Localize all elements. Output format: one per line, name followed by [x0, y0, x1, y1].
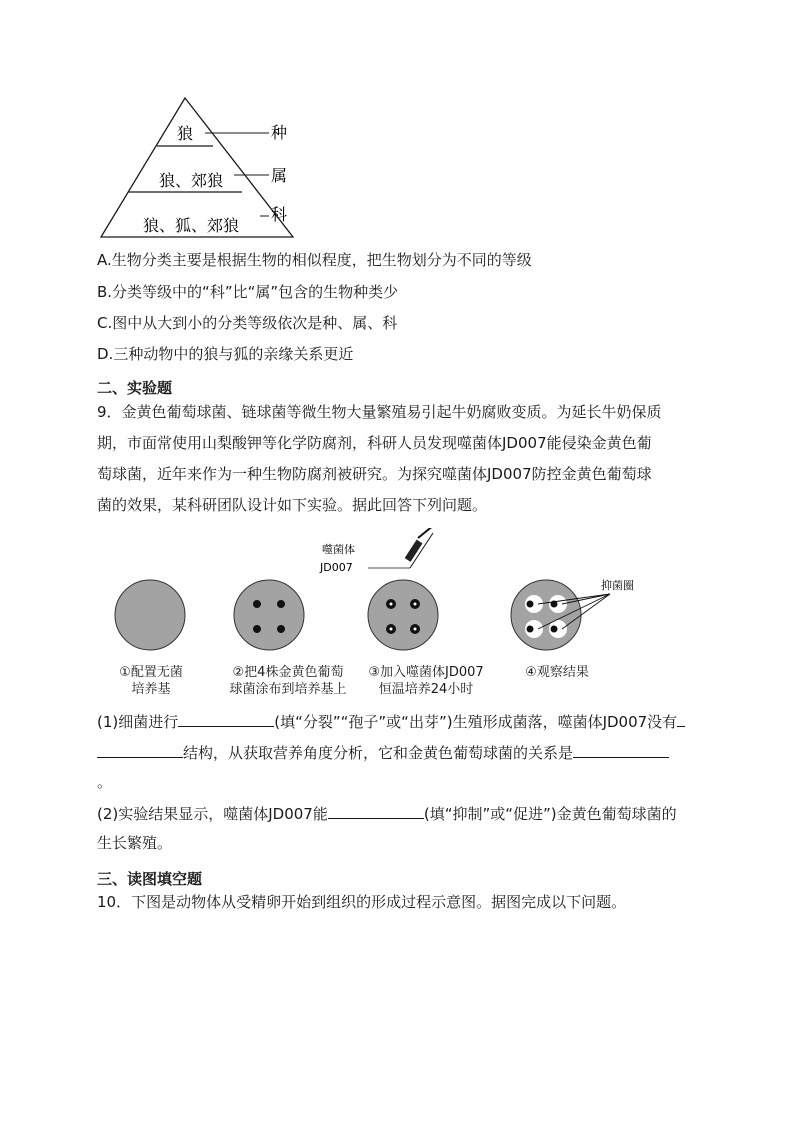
phage-colony-dot [414, 603, 417, 606]
step-1-line-1: ①配置无菌 [119, 665, 183, 680]
q9-sub1-line-1 [97, 710, 685, 732]
step-2-line-1: ②把4株金黄色葡萄 [232, 665, 344, 680]
answer-blank-4[interactable] [328, 802, 424, 819]
step-2-caption [218, 664, 358, 698]
q9-sub1-end: 。 [97, 773, 113, 791]
phage-label-1: 噬菌体 [322, 543, 355, 556]
step-4-caption [512, 664, 602, 681]
answer-blank-1[interactable] [178, 710, 274, 727]
answer-blank-2-start[interactable] [677, 710, 685, 727]
q9-line-2: 期，市面常使用山梨酸钾等化学防腐剂，科研人员发现噬菌体JD007能侵染金黄色葡 [97, 434, 652, 452]
step-1-caption [106, 664, 196, 698]
q9-line-1: 9．金黄色葡萄球菌、链球菌等微生物大量繁殖易引起牛奶腐败变质。为延长牛奶保质 [97, 403, 662, 421]
colony-dot [551, 626, 558, 633]
phage-colony-dot [414, 628, 417, 631]
step-1-line-2: 培养基 [131, 682, 171, 697]
colony-dot [527, 601, 534, 608]
step-3-line-2: 恒温培养24小时 [378, 682, 474, 697]
q9-sub2-line-2: 生长繁殖。 [97, 834, 173, 852]
phage-colony-dot [390, 603, 393, 606]
colony-dot [277, 600, 285, 608]
q9-sub1-text-c: 结构，从获取营养角度分析，它和金黄色葡萄球菌的关系是 [183, 744, 574, 762]
q9-sub1-text-a: (1)细菌进行 [97, 713, 179, 731]
section-heading-experiment: 二、实验题 [97, 379, 173, 397]
q9-line-4: 菌的效果，某科研团队设计如下实验。据此回答下列问题。 [97, 496, 488, 514]
option-a: A.生物分类主要是根据生物的相似程度，把生物划分为不同的等级 [97, 251, 532, 269]
plate-with-colonies [234, 580, 304, 650]
rank-label-genus: 属 [271, 166, 288, 185]
plate-empty [115, 580, 185, 650]
rank-label-family: 科 [271, 205, 288, 224]
colony-dot [277, 625, 285, 633]
answer-blank-3[interactable] [573, 741, 669, 758]
option-b: B.分类等级中的“科”比“属”包含的生物种类少 [97, 283, 399, 301]
plate-with-phage [368, 580, 438, 650]
option-c: C.图中从大到小的分类等级依次是种、属、科 [97, 314, 398, 332]
section-heading-diagram: 三、读图填空题 [97, 870, 203, 888]
classification-pyramid-diagram [95, 92, 305, 242]
pyramid-level-3: 狼、狐、郊狼 [142, 216, 240, 235]
phage-colony-dot [390, 628, 393, 631]
q10-text: 10．下图是动物体从受精卵开始到组织的形成过程示意图。据图完成以下问题。 [97, 893, 627, 911]
answer-blank-2[interactable] [97, 741, 183, 758]
q9-sub1-text-b: (填“分裂”“孢子”或“出芽”)生殖形成菌落，噬菌体JD007没有 [274, 713, 678, 731]
q9-sub2-text-a: (2)实验结果显示，噬菌体JD007能 [97, 805, 328, 823]
step-3-line-1: ③加入噬菌体JD007 [368, 665, 484, 680]
q9-line-3: 萄球菌，近年来作为一种生物防腐剂被研究。为探究噬菌体JD007防控金黄色葡萄球 [97, 465, 652, 483]
phage-label-2: JD007 [320, 561, 353, 574]
q9-sub2-text-b: (填“抑制”或“促进”)金黄色葡萄球菌的 [423, 805, 677, 823]
q9-sub2-line-1 [97, 802, 677, 824]
colony-dot [253, 625, 261, 633]
dropper-icon [405, 528, 434, 568]
pyramid-level-2: 狼、郊狼 [158, 171, 224, 190]
step-4-line-1: ④观察结果 [525, 665, 589, 680]
rank-label-species: 种 [271, 123, 288, 142]
step-3-caption [356, 664, 496, 698]
option-d: D.三种动物中的狼与狐的亲缘关系更近 [97, 345, 354, 363]
colony-dot [527, 626, 534, 633]
inhibition-label: 抑菌圈 [601, 579, 634, 592]
experiment-figure [110, 528, 650, 658]
q9-sub1-line-2 [97, 741, 669, 763]
step-2-line-2: 球菌涂布到培养基上 [229, 682, 347, 697]
plate-result [511, 580, 581, 650]
pyramid-level-1: 狼 [176, 124, 194, 143]
colony-dot [253, 600, 261, 608]
